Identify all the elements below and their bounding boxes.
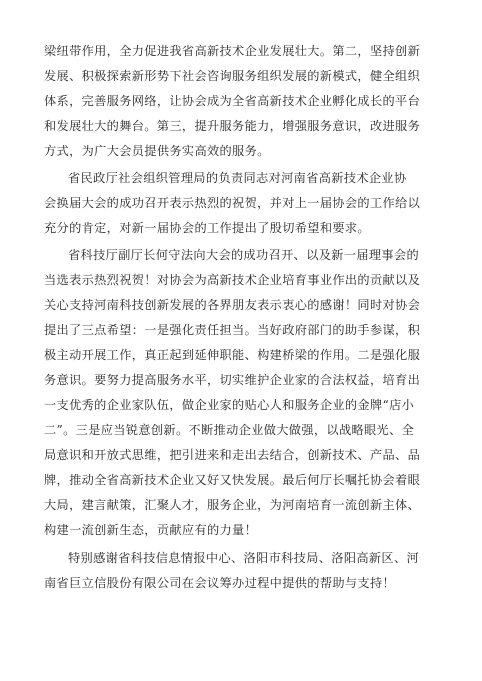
text-line: 构建一流创新生态，贡献应有的力量！ [44,523,258,537]
text-line: 当选表示热烈祝贺！对协会为高新技术企业培育事业作出的贡献以及 [44,273,421,287]
text-line: 务意识。要努力提高服务水平，切实维护企业家的合法权益，培育出 [44,373,421,387]
text-line: 二”。三是应当锐意创新。不断推动企业做大做强，以战略眼光、全 [44,423,415,437]
text-line: 一支优秀的企业家队伍，做企业家的贴心人和服务企业的金牌“店小 [44,398,415,412]
text-line: 局意识和开放式思维，把引进来和走出去结合，创新技术、产品、品 [44,448,421,462]
text-line: 和发展壮大的舞台。第三，提升服务能力，增强服务意识，改进服务 [44,119,421,133]
text-line: 省科技厅副厅长何守法向大会的成功召开、以及新一届理事会的 [68,248,420,262]
text-line: 极主动开展工作，真正起到延伸职能、构建桥梁的作用。二是强化服 [44,348,421,362]
text-line: 体系，完善服务网络，让协会成为全省高新技术企业孵化成长的平台 [44,94,421,108]
text-line: 会换届大会的成功召开表示热烈的祝贺，并对上一届协会的工作给以 [44,196,421,210]
text-line: 充分的肯定，对新一届协会的工作提出了殷切希望和要求。 [44,221,370,235]
text-line: 提出了三点希望：一是强化责任担当。当好政府部门的助手参谋，积 [44,323,421,337]
text-line: 南省巨立信股份有限公司在会议筹办过程中提供的帮助与支持！ [44,576,396,590]
text-line: 梁纽带作用，全力促进我省高新技术企业发展壮大。第二，坚持创新 [44,44,421,58]
text-line: 省民政厅社会组织管理局的负责同志对河南省高新技术企业协 [68,171,407,185]
text-line: 关心支持河南科技创新发展的各界朋友表示衷心的感谢！同时对协会 [44,298,421,312]
text-line: 方式，为广大会员提供务实高效的服务。 [44,144,270,158]
text-line: 牌，推动全省高新技术企业又好又快发展。最后何厅长嘱托协会着眼 [44,473,421,487]
text-line: 特别感谢省科技信息情报中心、洛阳市科技局、洛阳高新区、河 [68,551,420,565]
text-line: 大局，建言献策，汇聚人才，服务企业，为河南培育一流创新主体、 [44,498,421,512]
text-line: 发展、积极探索新形势下社会咨询服务组织发展的新模式，健全组织 [44,69,421,83]
